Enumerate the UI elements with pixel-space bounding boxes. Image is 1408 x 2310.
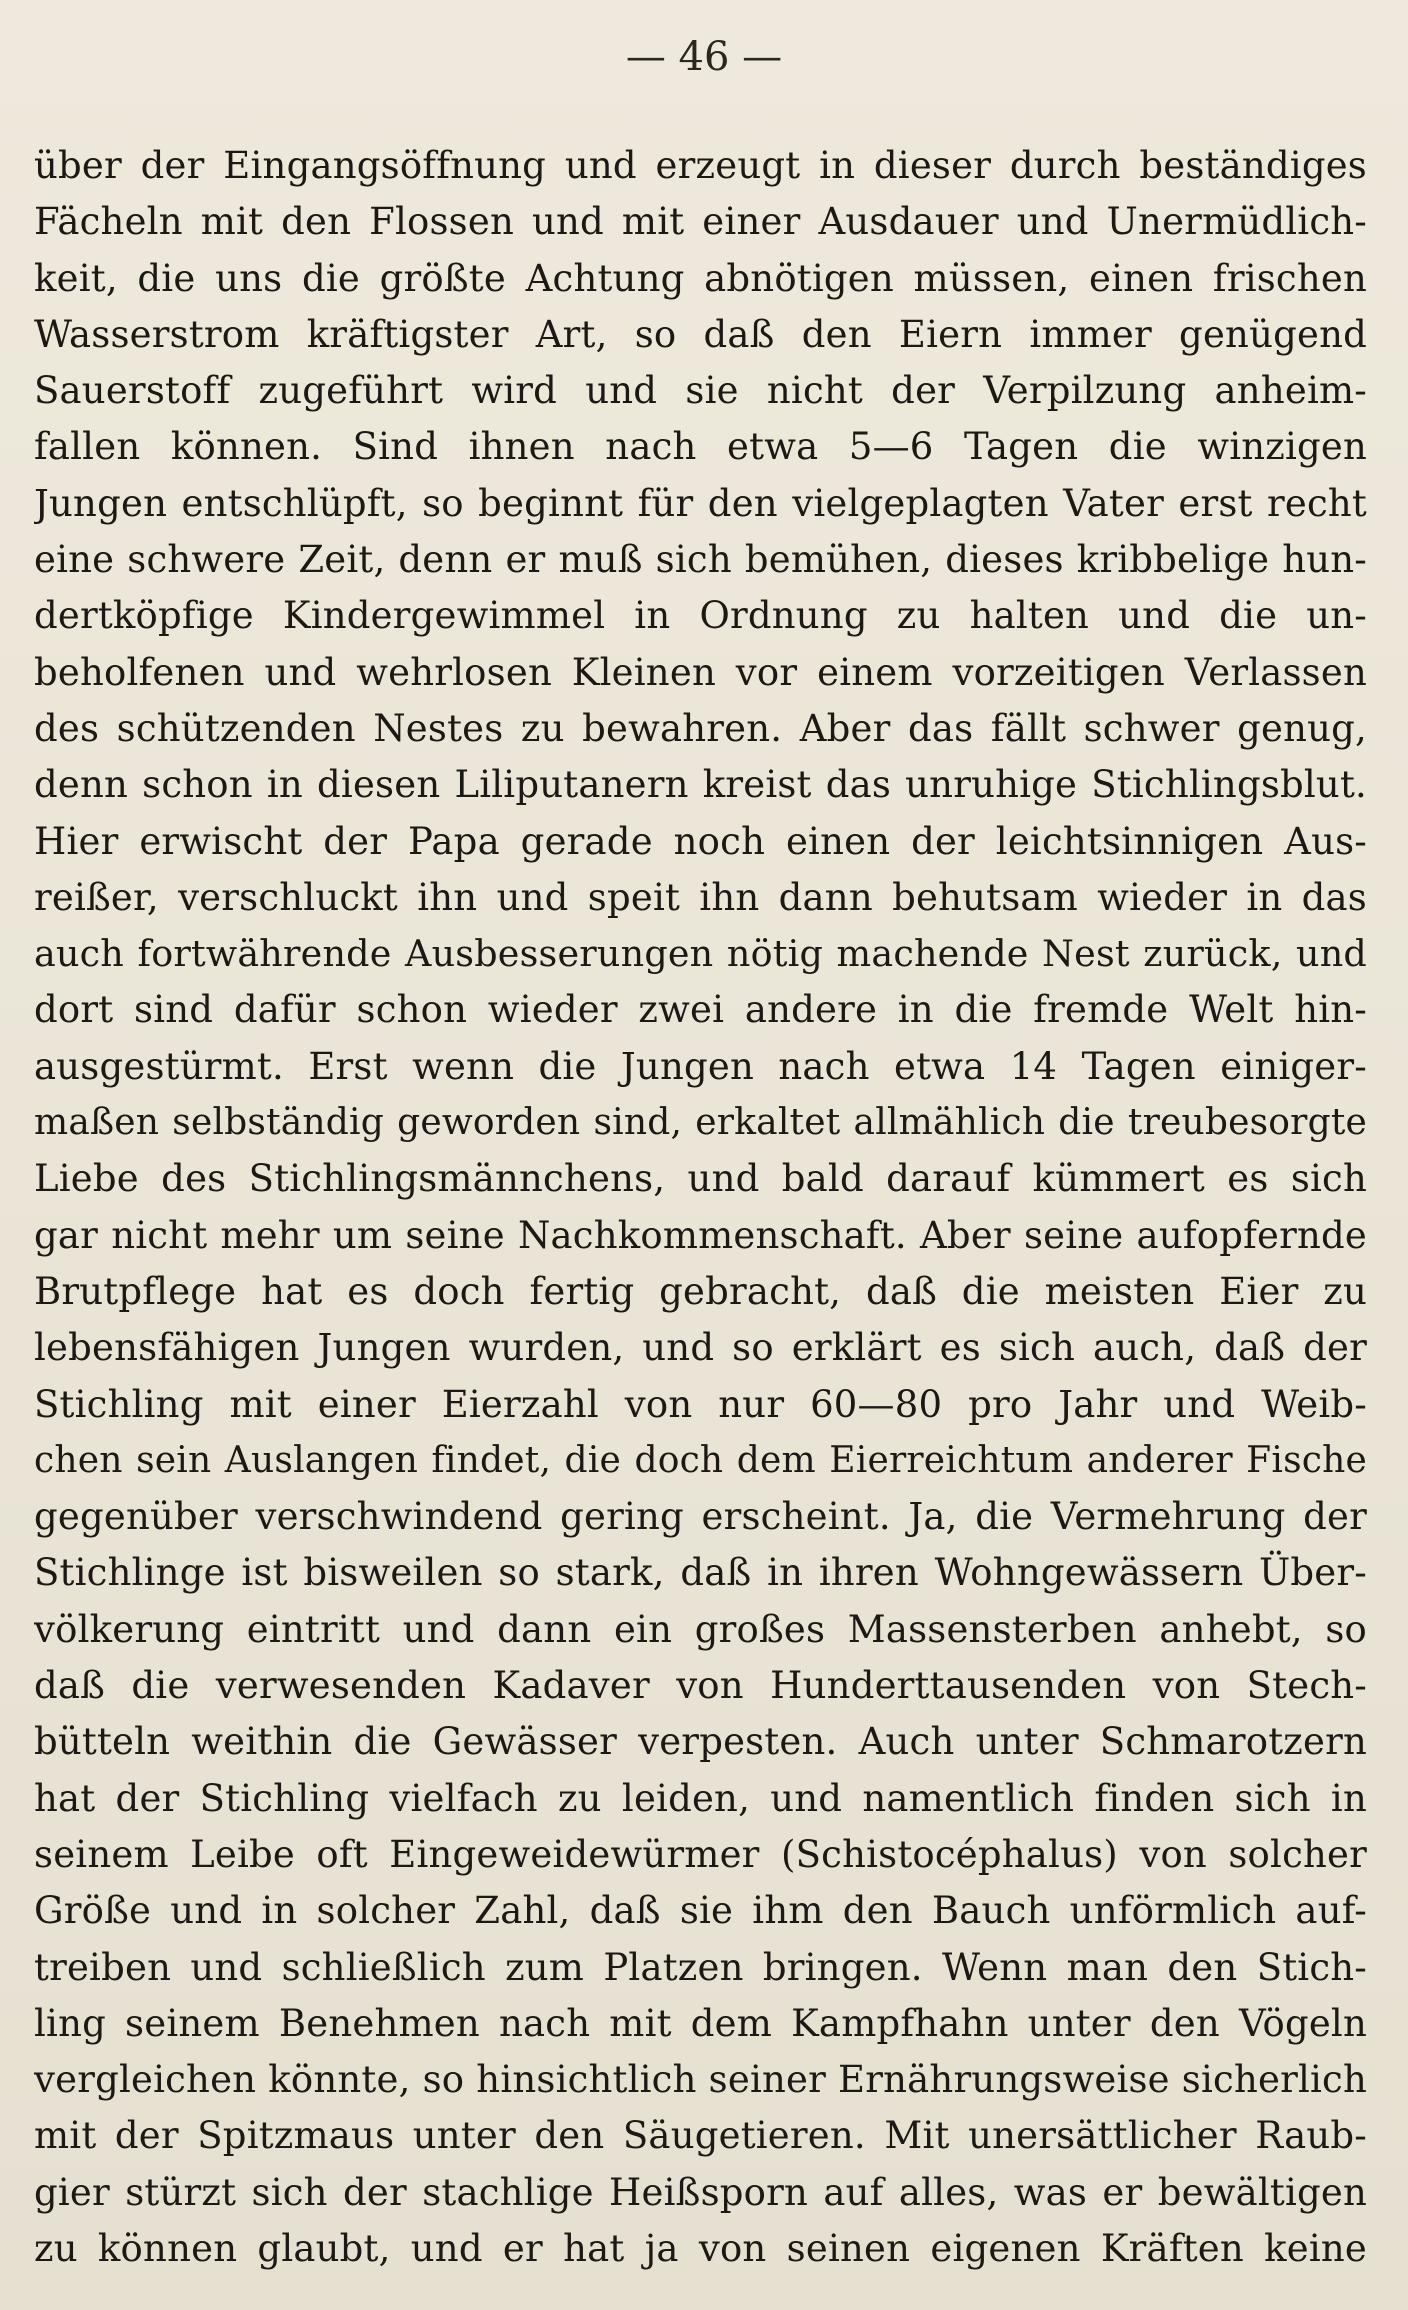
- text-line: des schützenden Nestes zu bewahren. Aber das fällt schwer genug,: [34, 706, 1367, 750]
- text-line: reißer, verschluckt ihn und speit ihn dann behutsam wieder in das: [34, 875, 1367, 919]
- text-line: ausgestürmt. Erst wenn die Jungen nach etwa 14 Tagen einiger-: [34, 1044, 1367, 1088]
- text-line: gier stürzt sich der stachlige Heißsporn auf alles, was er bewältigen: [34, 2170, 1367, 2214]
- text-line: vergleichen könnte, so hinsichtlich seiner Ernährungsweise sicherlich: [34, 2058, 1367, 2102]
- text-line: seinem Leibe oft Eingeweidewürmer (Schistocéphalus) von solcher: [34, 1832, 1367, 1876]
- text-line: daß die verwesenden Kadaver von Hunderttausenden von Stech-: [34, 1664, 1367, 1708]
- text-line: gegenüber verschwindend gering erscheint. Ja, die Vermehrung der: [34, 1495, 1367, 1539]
- text-line: keit, die uns die größte Achtung abnötigen müssen, einen frischen: [34, 256, 1367, 300]
- text-line: fallen können. Sind ihnen nach etwa 5—6 Tagen die winzigen: [34, 425, 1367, 469]
- text-line: Fächeln mit den Flossen und mit einer Ausdauer und Unermüdlich-: [34, 200, 1367, 244]
- text-line: dort sind dafür schon wieder zwei andere in die fremde Welt hin-: [34, 988, 1367, 1032]
- text-line: über der Eingangsöffnung und erzeugt in dieser durch beständiges: [34, 144, 1367, 187]
- text-line: Hier erwischt der Papa gerade noch einen der leichtsinnigen Aus-: [34, 819, 1367, 863]
- text-line: chen sein Auslangen findet, die doch dem Eierreichtum anderer Fische: [34, 1439, 1367, 1481]
- text-line: zu können glaubt, und er hat ja von seinen eigenen Kräften keine: [34, 2226, 1367, 2270]
- text-line: ling seinem Benehmen nach mit dem Kampfhahn unter den Vögeln: [34, 2001, 1367, 2045]
- text-line: denn schon in diesen Liliputanern kreist das unruhige Stichlingsblut.: [34, 763, 1367, 807]
- text-line: Sauerstoff zugeführt wird und sie nicht der Verpilzung anheim-: [34, 369, 1367, 413]
- text-line: bütteln weithin die Gewässer verpesten. Auch unter Schmarotzern: [34, 1720, 1367, 1764]
- text-line: Größe und in solcher Zahl, daß sie ihm den Bauch unförmlich auf-: [34, 1889, 1367, 1933]
- text-line: maßen selbständig geworden sind, erkaltet allmählich die treubesorgte: [34, 1102, 1367, 1144]
- text-line: Wasserstrom kräftigster Art, so daß den Eiern immer genügend: [34, 312, 1367, 356]
- text-line: mit der Spitzmaus unter den Säugetieren. Mit unersättlicher Raub-: [34, 2114, 1367, 2158]
- text-line: auch fortwährende Ausbesserungen nötig machende Nest zurück, und: [34, 932, 1367, 976]
- text-line: Stichling mit einer Eierzahl von nur 60—80 pro Jahr und Weib-: [34, 1382, 1367, 1426]
- body-text: [34, 138, 1367, 2277]
- page-number-header: — 46 —: [625, 34, 783, 80]
- text-line: Brutpflege hat es doch fertig gebracht, daß die meisten Eier zu: [34, 1269, 1367, 1313]
- text-line: Stichlinge ist bisweilen so stark, daß in ihren Wohngewässern Über-: [34, 1551, 1367, 1595]
- text-line: Liebe des Stichlingsmännchens, und bald darauf kümmert es sich: [34, 1157, 1367, 1201]
- text-line: gar nicht mehr um seine Nachkommenschaft. Aber seine aufopfernde: [34, 1213, 1367, 1257]
- text-line: eine schwere Zeit, denn er muß sich bemühen, dieses kribbelige hun-: [34, 538, 1367, 582]
- text-line: hat der Stichling vielfach zu leiden, und namentlich finden sich in: [34, 1776, 1367, 1820]
- text-line: Jungen entschlüpft, so beginnt für den vielgeplagten Vater erst recht: [34, 481, 1367, 525]
- text-line: dertköpfige Kindergewimmel in Ordnung zu halten und die un-: [34, 594, 1367, 638]
- text-line: beholfenen und wehrlosen Kleinen vor einem vorzeitigen Verlassen: [34, 650, 1367, 694]
- text-line: treiben und schließlich zum Platzen bringen. Wenn man den Stich-: [34, 1945, 1367, 1989]
- text-line: lebensfähigen Jungen wurden, und so erklärt es sich auch, daß der: [34, 1326, 1367, 1370]
- text-line: völkerung eintritt und dann ein großes Massensterben anhebt, so: [34, 1607, 1367, 1651]
